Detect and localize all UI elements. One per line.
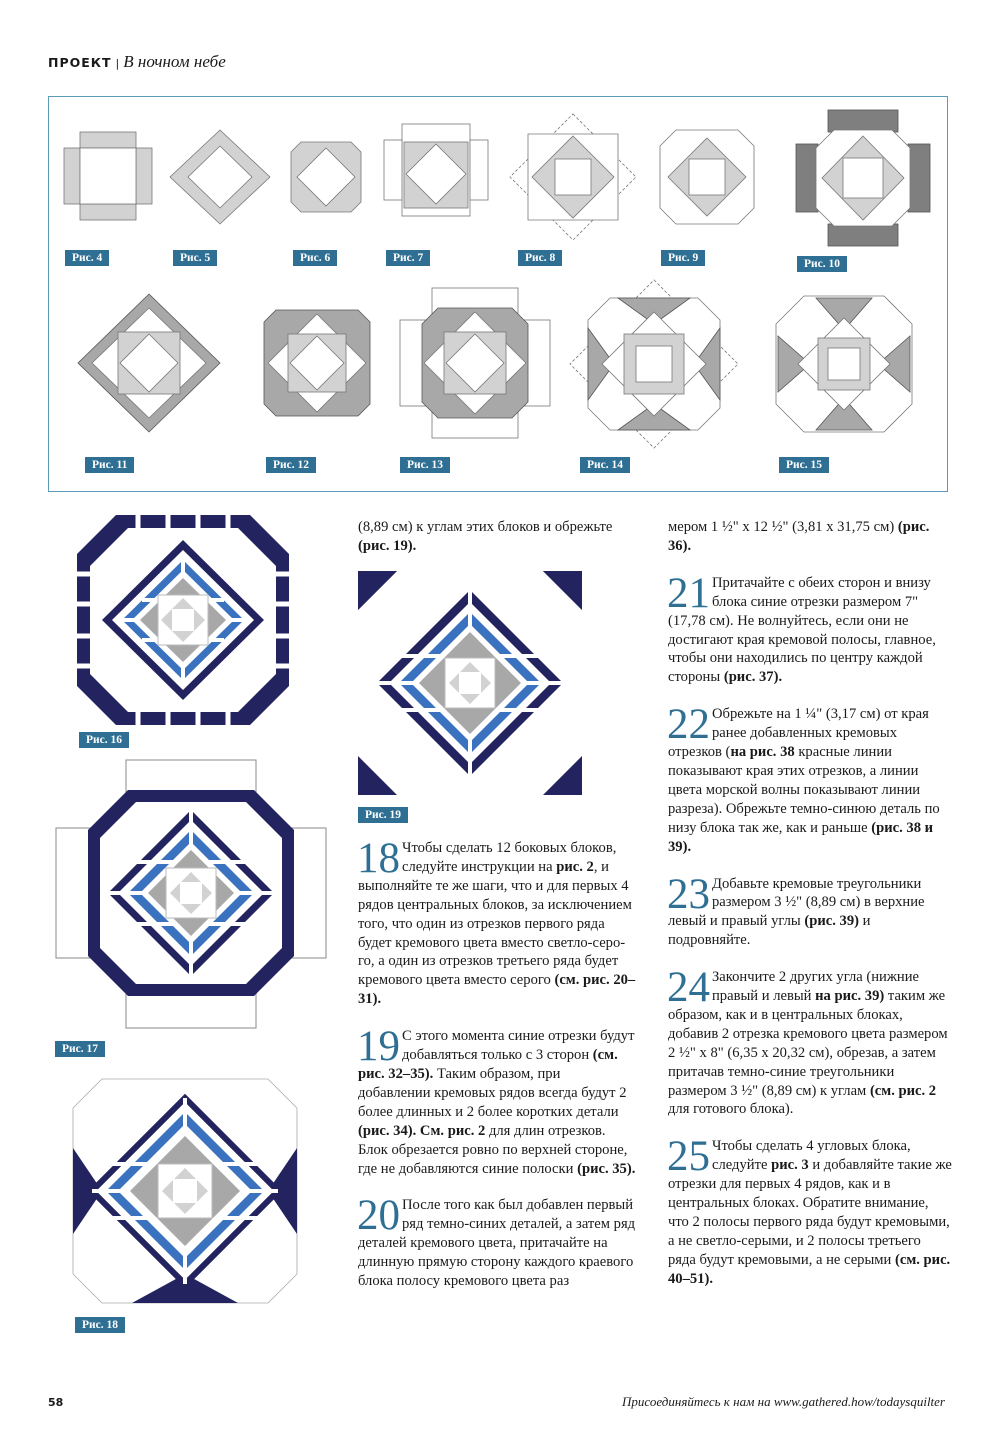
step-19: 19 С этого момента синие отрезки будут добавляться только с 3 сторон (см. рис. 32–35). Таким образом, при добавлении кремовых рядов всегда будут 2 более длинных и 2 более коротких детали (рис. 34). См. рис. 2 для длин отрезков. Блок обрезается ровно по верхней стороне, где не добавляются синие полоски (рис. 35). <box>357 1023 636 1177</box>
figure-13-label: Рис. 13 <box>400 457 450 473</box>
step-21: 21 Притачайте с обеих сторон и внизу блока синие отрезки размером 7" (17,78 см). Не волнуйтесь, если они не достигают края кремовой полосы, главное, чтобы они находились по центру каждой стороны (рис. 37). <box>667 569 936 686</box>
figure-14-label: Рис. 14 <box>580 457 630 473</box>
step-number: 19 <box>357 1023 400 1071</box>
figure-5-label: Рис. 5 <box>173 250 217 266</box>
figure-16-label: Рис. 16 <box>79 732 129 748</box>
figure-12-label: Рис. 12 <box>266 457 316 473</box>
page-number: 58 <box>48 1396 64 1409</box>
step-22: 22 Обрежьте на 1 ¼" (3,17 см) от края ранее добавленных кремовых отрезков (на рис. 38 красные линии показывают края этих отрезков, а линии цвета морской волны показывают линии разреза). Обрежьте темно-синюю деталь по низу блока так же, как и раньше (рис. 38 и 39). <box>667 701 940 855</box>
step-24: 24 Закончите 2 других угла (нижние правый и левый на рис. 39) таким же образом, как и в центральных блоках, добавив 2 отрезка кремового цвета размером 2 ½" х 8" (6,35 х 20,32 см), обрезав, а затем притачав темно-синие треугольники размером 3 ½" (8,89 см) к углам (см. рис. 2 для готового блока). <box>667 964 948 1118</box>
page-title: В ночном небе <box>123 52 226 71</box>
step-number: 22 <box>667 701 710 749</box>
figure-15 <box>774 294 914 434</box>
figure-9-label: Рис. 9 <box>661 250 705 266</box>
figure-17-label: Рис. 17 <box>55 1041 105 1057</box>
step-20: 20 После того как был добавлен первый ряд темно-синих деталей, а затем ряд деталей кремового цвета, притачайте на длинную прямую сторону каждого краевого блока полосу кремового цвета раз <box>357 1192 636 1290</box>
figure-4 <box>62 130 154 222</box>
page-header <box>48 52 226 72</box>
figure-8 <box>508 112 638 242</box>
step-25: 25 Чтобы сделать 4 угловых блока, следуйте рис. 3 и добавляйте такие же отрезки для первых 4 рядов, как и в центральных блоках. Обратите внимание, что 2 полосы первого ряда будут кремовыми, а не светло-серыми, и 2 полосы третьего ряда будут кремовыми, а не серыми (см. рис. 40–51). <box>667 1133 952 1287</box>
text-column-2 <box>357 835 636 1309</box>
figure-5 <box>168 128 272 226</box>
paragraph-continued: (8,89 см) к углам этих блоков и обрежьте (рис. 19). <box>358 519 613 554</box>
figure-19 <box>357 570 583 796</box>
step-number: 24 <box>667 964 710 1012</box>
figure-12 <box>262 308 372 418</box>
figure-18 <box>72 1078 298 1304</box>
step-number: 23 <box>667 870 710 918</box>
figure-8-label: Рис. 8 <box>518 250 562 266</box>
figure-6-label: Рис. 6 <box>293 250 337 266</box>
section-label: ПРОЕКТ <box>48 55 112 70</box>
step-number: 21 <box>667 569 710 617</box>
figure-11-label: Рис. 11 <box>85 457 134 473</box>
figure-7-label: Рис. 7 <box>386 250 430 266</box>
text-column-2-top <box>358 518 636 574</box>
figure-4-label: Рис. 4 <box>65 250 109 266</box>
figure-18-label: Рис. 18 <box>75 1317 125 1333</box>
figure-13 <box>398 286 552 440</box>
figure-17 <box>54 758 328 1030</box>
figure-7 <box>382 122 490 218</box>
figure-10 <box>794 108 932 248</box>
step-23: 23 Добавьте кремовые треугольники размером 3 ½" (8,89 см) в верхние левый и правый углы (рис. 39) и подровняйте. <box>667 870 925 949</box>
header-separator: | <box>115 57 120 70</box>
figure-19-label: Рис. 19 <box>358 807 408 823</box>
figure-10-label: Рис. 10 <box>797 256 847 272</box>
figure-14 <box>568 278 740 450</box>
step-18: 18 Чтобы сделать 12 боковых блоков, следуйте инструкции на рис. 2, и выполняйте те же шаги, что и для первых 4 рядов центральных блоков, за исключением того, что один из отрезков первого ряда будет кремового цвета вместо светло-серого, а один из отрезков третьего ряда будет кремового цвета вместо серого (см. рис. 20–31). <box>357 835 636 1008</box>
figure-9 <box>658 128 756 226</box>
figure-16 <box>76 514 290 726</box>
footer-link-text: Присоединяйтесь к нам на www.gathered.how/todaysquilter <box>622 1394 945 1409</box>
figure-11 <box>76 292 222 434</box>
figure-6 <box>289 140 363 214</box>
figure-15-label: Рис. 15 <box>779 457 829 473</box>
step-number: 20 <box>357 1192 400 1240</box>
step-number: 25 <box>667 1133 710 1181</box>
step-number: 18 <box>357 835 400 882</box>
text-column-3 <box>668 518 952 1307</box>
paragraph-continued: мером 1 ½" х 12 ½" (3,81 х 31,75 см) (рис. 36). <box>668 519 930 554</box>
